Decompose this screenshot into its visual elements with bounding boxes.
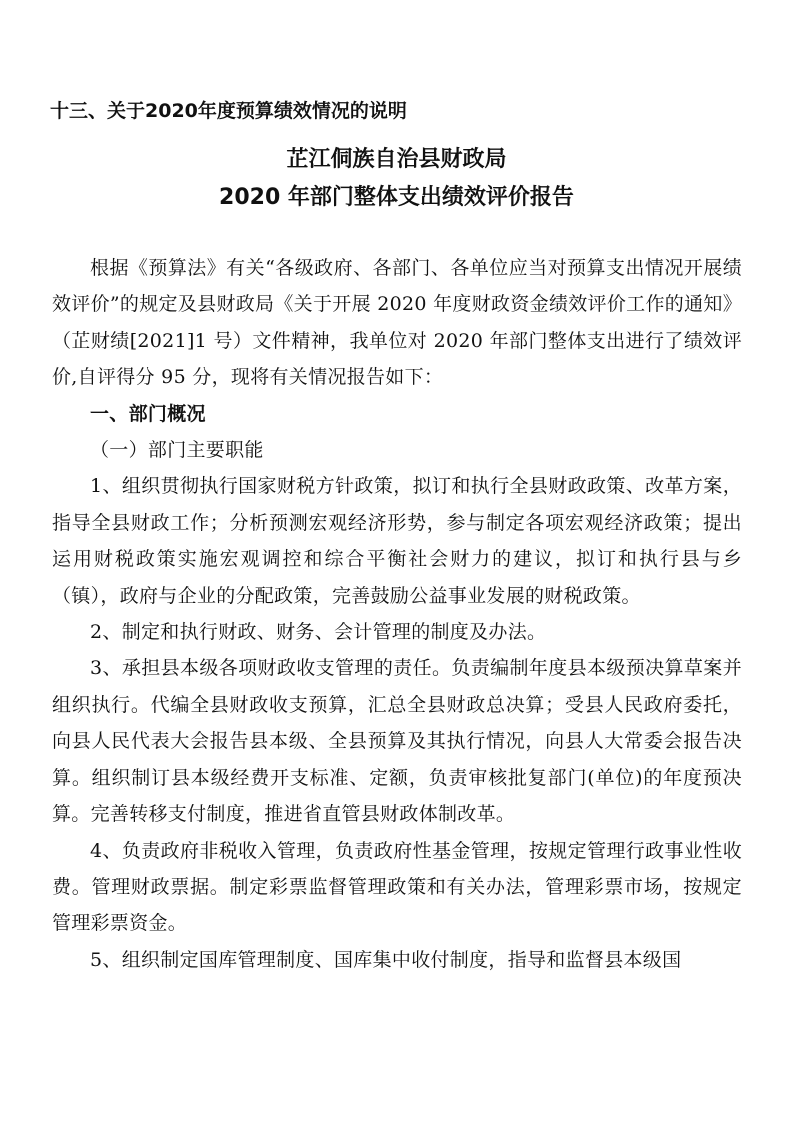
report-body xyxy=(52,250,742,978)
intro-paragraph: 根据《预算法》有关“各级政府、各部门、各单位应当对预算支出情况开展绩效评价”的规定及县财政局《关于开展 2020 年度财政资金绩效评价工作的通知》（芷财绩[2021]1 号）文件精神，我单位对 2020 年部门整体支出进行了绩效评价,自评得分 95 分，现将有关情况报告如下： xyxy=(52,257,742,389)
part1-heading: 一、部门概况 xyxy=(90,402,206,425)
function-item-3: 3、承担县本级各项财政收支管理的责任。负责编制年度县本级预决算草案并组织执行。代编全县财政收支预算，汇总全县财政总决算；受县人民政府委托，向县人民代表大会报告县本级、全县预算及其执行情况，向县人大常委会报告决算。组织制订县本级经费开支标准、定额，负责审核批复部门(单位)的年度预决算。完善转移支付制度，推进省直管县财政体制改革。 xyxy=(52,657,742,826)
subsection-heading: （一）部门主要职能 xyxy=(90,439,264,462)
report-title-line1: 芷江侗族自治县财政局 xyxy=(286,147,507,172)
function-item-1: 1、组织贯彻执行国家财税方针政策，拟订和执行全县财政政策、改革方案，指导全县财政工作；分析预测宏观经济形势，参与制定各项宏观经济政策；提出运用财税政策实施宏观调控和综合平衡社会财力的建议，拟订和执行县与乡（镇），政府与企业的分配政策，完善鼓励公益事业发展的财税政策。 xyxy=(52,475,742,607)
function-item-2: 2、制定和执行财政、财务、会计管理的制度及办法。 xyxy=(90,621,547,644)
report-title-line2: 2020 年部门整体支出绩效评价报告 xyxy=(219,185,574,210)
function-item-5: 5、组织制定国库管理制度、国库集中收付制度，指导和监督县本级国 xyxy=(90,948,682,971)
section-heading: 十三、关于2020年度预算绩效情况的说明 xyxy=(50,100,407,122)
function-item-4: 4、负责政府非税收入管理，负责政府性基金管理，按规定管理行政事业性收费。管理财政票据。制定彩票监督管理政策和有关办法，管理彩票市场，按规定管理彩票资金。 xyxy=(52,839,742,935)
